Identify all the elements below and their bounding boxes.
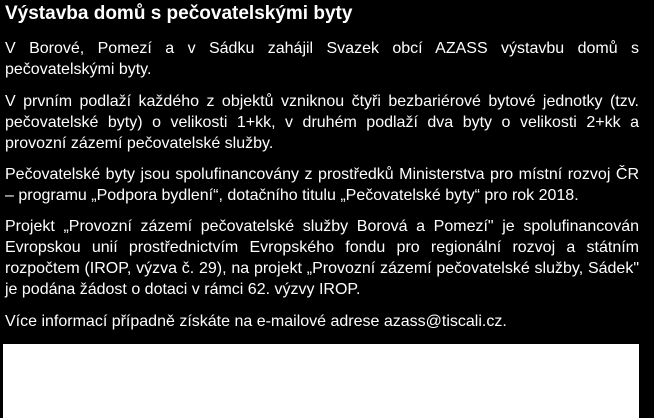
- paragraph-contact: Více informací případně získáte na e-mailové adrese azass@tiscali.cz.: [5, 313, 507, 330]
- paragraph-funding-eu: Projekt „Provozní zázemí pečovatelské služby Borová a Pomezí" je spolufinancován Evropskou unií prostřednictvím Evropského fondu pro regionální rozvoj a státním rozpočtem (IROP, výzva č. 29), na projekt „Provozní zázemí pečovatelské služby, Sádek" je podána žádost o dotaci v rámci 62. výzvy IROP.: [5, 218, 639, 298]
- paragraph-intro: V Borové, Pomezí a v Sádku zahájil Svazek obcí AZASS výstavbu domů s pečovatelskými byty.: [5, 40, 639, 78]
- image-placeholder: [3, 344, 639, 418]
- paragraph-funding-ministry: Pečovatelské byty jsou spolufinancovány z prostředků Ministerstva pro místní rozvoj ČR – programu „Podpora bydlení“, dotačního titulu „Pečovatelské byty“ pro rok 2018.: [5, 166, 639, 204]
- article-title: Výstavba domů s pečovatelskými byty: [5, 3, 353, 24]
- paragraph-units: V prvním podlaží každého z objektů vzniknou čtyři bezbariérové bytové jednotky (tzv. pečovatelské byty) o velikosti 1+kk, v druhém podlaží dva byty o velikosti 2+kk a provozní zázemí pečovatelské služby.: [5, 93, 639, 152]
